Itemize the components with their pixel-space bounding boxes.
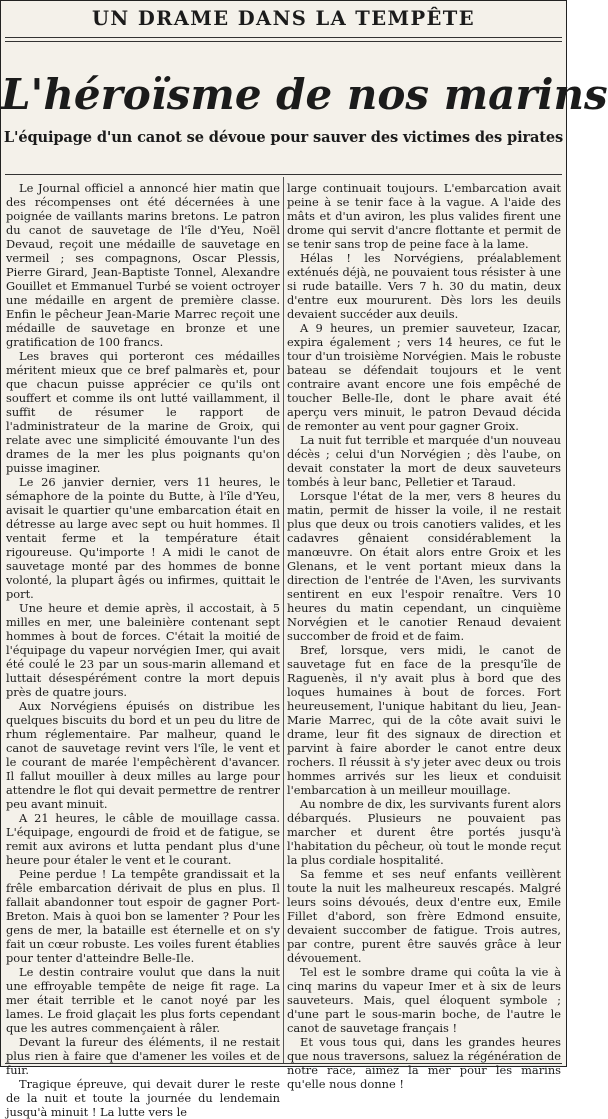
headline: L'héroïsme de nos marins — [1, 70, 608, 119]
paragraph: Devant la fureur des éléments, il ne restait plus rien à faire que d'amener les voiles et de fuir. — [6, 1035, 280, 1077]
paragraph: Sa femme et ses neuf enfants veillèrent toute la nuit les malheureux rescapés. Malgré leurs soins dévoués, deux d'entre eux, Emile Fillet d'abord, son frère Edmond ensuite, devaient succomber de fatigue. Trois autres, par contre, purent être sauvés grâce à leur dévouement. — [287, 867, 561, 965]
paragraph: A 9 heures, un premier sauveteur, Izacar, expira également ; vers 14 heures, ce fut le tour d'un troisième Norvégien. Mais le robuste bateau se défendait toujours et le vent contraire avant encore une fois empêché de toucher Belle-Ile, dont le phare avait été aperçu vers minuit, le patron Devaud décida de remonter au vent pour gagner Groix. — [287, 321, 561, 433]
paragraph: Tel est le sombre drame qui coûta la vie à cinq marins du vapeur Imer et à six de leurs sauveteurs. Mais, quel éloquent symbole ; d'une part le sous-marin boche, de l'autre le canot de sauvetage français ! — [287, 965, 561, 1035]
kicker-heading: UN DRAME DANS LA TEMPÊTE — [92, 7, 475, 30]
paragraph: Au nombre de dix, les survivants furent alors débarqués. Plusieurs ne pouvaient pas marcher et durent être portés jusqu'à l'habitation du pêcheur, où tout le monde reçut la plus cordiale hospitalité. — [287, 797, 561, 867]
paragraph: Le Journal officiel a annoncé hier matin que des récompenses ont été décernées à une poignée de vaillants marins bretons. Le patron du canot de sauvetage de l'île d'Yeu, Noël Devaud, reçoit une médaille de sauvetage en vermeil ; ses compagnons, Oscar Plessis, Pierre Girard, Jean-Baptiste Tonnel, Alexandre Gouillet et Emmanuel Turbé se voient octroyer une médaille en argent de première classe. Enfin le pêcheur Jean-Marie Marrec reçoit une médaille de sauvetage en bronze et une gratification de 100 francs. — [6, 181, 280, 349]
section-rule — [5, 174, 562, 175]
paragraph: Bref, lorsque, vers midi, le canot de sauvetage fut en face de la presqu'île de Raguenès, il n'y avait plus à bord que des loques humaines à bout de forces. Fort heureusement, l'unique habitant du lieu, Jean-Marie Marrec, qui de la côte avait suivi le drame, leur fit des signaux de direction et parvint à faire aborder le canot entre deux rochers. Il réussit à s'y jeter avec deux ou trois hommes arrivés sur les lieux et conduisit l'embarcation à un meilleur mouillage. — [287, 643, 561, 797]
paragraph: Les braves qui porteront ces médailles méritent mieux que ce bref palmarès et, pour que chacun puisse apprécier ce qu'ils ont souffert et comme ils ont lutté vaillamment, il suffit de résumer le rapport de l'administrateur de la marine de Groix, qui relate avec une simplicité émouvante l'un des drames de la mer les plus poignants qu'on puisse imaginer. — [6, 349, 280, 475]
paragraph: Le 26 janvier dernier, vers 11 heures, le sémaphore de la pointe du Butte, à l'île d'Yeu, avisait le quartier qu'une embarcation était en détresse au large avec sept ou huit hommes. Il ventait ferme et la température était rigoureuse. Qu'importe ! A midi le canot de sauvetage monté par des hommes de bonne volonté, la plupart âgés ou infirmes, quittait le port. — [6, 475, 280, 601]
paragraph: Tragique épreuve, qui devait durer le reste de la nuit et toute la journée du lendemain jusqu'à minuit ! La lutte vers le — [6, 1077, 280, 1119]
article-column-left — [6, 181, 280, 1119]
paragraph: Lorsque l'état de la mer, vers 8 heures du matin, permit de hisser la voile, il ne restait plus que deux ou trois canotiers valides, et les cadavres gênaient considérablement la manœuvre. On était alors entre Groix et les Glenans, et le vent portant mieux dans la direction de l'entrée de l'Aven, les survivants sentirent en eux l'espoir renaître. Vers 10 heures du matin cependant, un cinquième Norvégien et le canotier Renaud devaient succomber de froid et de faim. — [287, 489, 561, 643]
paragraph: Une heure et demie après, il accostait, à 5 milles en mer, une baleinière contenant sept hommes à bout de forces. C'était la moitié de l'équipage du vapeur norvégien Imer, qui avait été coulé le 23 par un sous-marin allemand et luttait désespérément contre la mort depuis près de quatre jours. — [6, 601, 280, 699]
subheadline: L'équipage d'un canot se dévoue pour sauver des victimes des pirates — [3, 129, 564, 146]
paragraph: large continuait toujours. L'embarcation avait peine à se tenir face à la vague. A l'aide des mâts et d'un aviron, les plus valides firent une drome qui servit d'ancre flottante et permit de se tenir sans trop de peine face à la lame. — [287, 181, 561, 251]
bottom-rule — [5, 1063, 562, 1064]
paragraph: A 21 heures, le câble de mouillage cassa. L'équipage, engourdi de froid et de fatigue, se remit aux avirons et lutta pendant plus d'une heure pour étaler le vent et le courant. — [6, 811, 280, 867]
top-rule — [5, 37, 562, 38]
paragraph: Peine perdue ! La tempête grandissait et la frêle embarcation dérivait de plus en plus. Il fallait abandonner tout espoir de gagner Port-Breton. Mais à quoi bon se lamenter ? Pour les gens de mer, la bataille est éternelle et on s'y fait un cœur robuste. Les voiles furent établies pour tenter d'atteindre Belle-Ile. — [6, 867, 280, 965]
paragraph: Le destin contraire voulut que dans la nuit une effroyable tempête de neige fit rage. La mer était terrible et le canot noyé par les lames. Le froid glaçait les plus forts cependant que les autres commençaient à râler. — [6, 965, 280, 1035]
article-column-right — [287, 181, 561, 1091]
paragraph: Aux Norvégiens épuisés on distribue les quelques biscuits du bord et un peu du litre de rhum réglementaire. Par malheur, quand le canot de sauvetage revint vers l'île, le vent et le courant de marée l'empêchèrent d'avancer. Il fallut mouiller à deux milles au large pour attendre le flot qui devait permettre de rentrer peu avant minuit. — [6, 699, 280, 811]
column-divider — [283, 177, 284, 1064]
paragraph: Hélas ! les Norvégiens, préalablement exténués déjà, ne pouvaient tous résister à une si rude bataille. Vers 7 h. 30 du matin, deux d'entre eux moururent. Dès lors les deuils devaient succéder aux deuils. — [287, 251, 561, 321]
paragraph: La nuit fut terrible et marquée d'un nouveau décès ; celui d'un Norvégien ; dès l'aube, on devait constater la mort de deux sauveteurs tombés à leur banc, Pelletier et Taraud. — [287, 433, 561, 489]
top-rule-double — [5, 41, 562, 42]
paragraph: Et vous tous qui, dans les grandes heures que nous traversons, saluez la régénération de notre race, aimez la mer pour les marins qu'elle nous donne ! — [287, 1035, 561, 1091]
